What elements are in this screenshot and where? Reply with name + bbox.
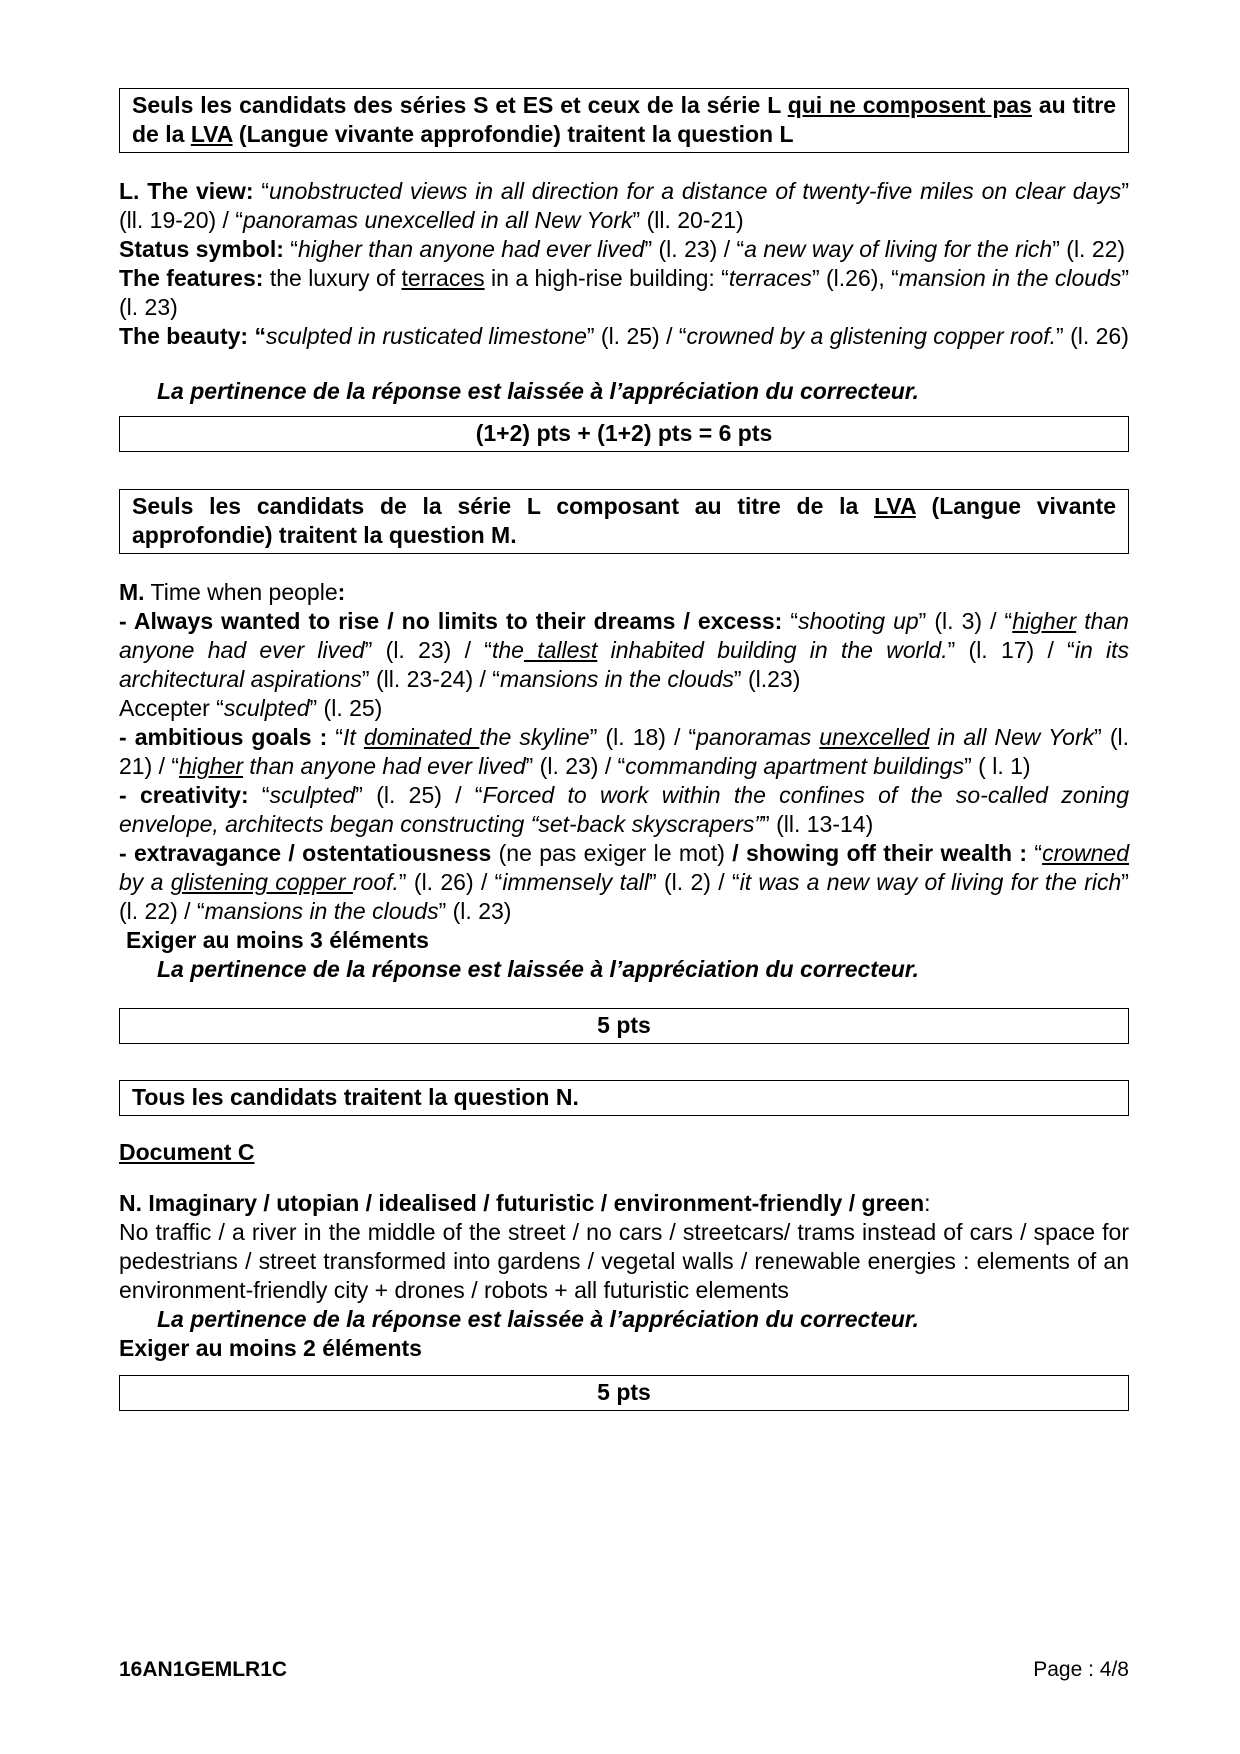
answer-features bbox=[119, 264, 1129, 322]
section-m-answer bbox=[119, 578, 1129, 984]
text: ” (l.23) bbox=[733, 666, 801, 692]
answer-beauty bbox=[119, 322, 1129, 351]
text: : bbox=[337, 579, 346, 605]
text: in a high-rise building: “ bbox=[484, 265, 729, 291]
document-code: 16AN1GEMLR1C bbox=[119, 1658, 288, 1681]
label-wealth: / showing off their wealth : bbox=[732, 840, 1028, 866]
quote: the skyline bbox=[479, 724, 590, 750]
label-creativity: - creativity: bbox=[119, 782, 249, 808]
text: “ bbox=[248, 782, 270, 808]
quote: mansion in the clouds bbox=[898, 265, 1122, 291]
exiger-text: Exiger au moins 2 éléments bbox=[119, 1335, 422, 1361]
text: the luxury of bbox=[263, 265, 402, 291]
section-l-points-box bbox=[119, 416, 1129, 452]
section-m-header-text: Seuls les candidats de la série L composant au titre de la bbox=[132, 493, 875, 519]
text: ” (ll. 19-20) / “ bbox=[119, 178, 1129, 233]
text: l. 23) / “ bbox=[547, 753, 626, 779]
label-rise: - Always wanted to rise / no limits to their dreams / excess: bbox=[119, 608, 783, 634]
answer-view bbox=[119, 177, 1129, 235]
note-text: La pertinence de la réponse est laissée à l’appréciation du correcteur. bbox=[157, 956, 919, 982]
quote: a new way of living for the rich bbox=[744, 236, 1053, 262]
section-m-note bbox=[119, 955, 1129, 984]
answer-m-rise bbox=[119, 607, 1129, 694]
quote: unobstructed views in all direction for a distance of twenty-five miles on clear days bbox=[269, 178, 1122, 204]
quote: in all New York bbox=[929, 724, 1095, 750]
text: ” (ll. 23-24) / “ bbox=[361, 666, 500, 692]
section-m-exiger bbox=[119, 926, 1129, 955]
quote: tallest bbox=[523, 637, 598, 663]
text: : bbox=[924, 1190, 931, 1216]
section-l-header-underline: qui ne composent pas bbox=[787, 92, 1032, 118]
section-m-header-box bbox=[119, 489, 1129, 554]
text: ” (l. 25) / “ bbox=[586, 323, 687, 349]
quote: It bbox=[343, 724, 364, 750]
underlined-text: terraces bbox=[401, 265, 485, 291]
text: Time when people bbox=[144, 579, 338, 605]
quote: panoramas bbox=[696, 724, 820, 750]
exiger-text: Exiger au moins 3 éléments bbox=[126, 927, 429, 953]
quote: the bbox=[491, 637, 524, 663]
quote: mansions in the clouds bbox=[204, 898, 439, 924]
section-n-header-box bbox=[119, 1080, 1129, 1116]
text: ” (l. 22) bbox=[1052, 236, 1126, 262]
answer-n-title bbox=[119, 1189, 1129, 1218]
quote: commanding apartment buildings bbox=[625, 753, 965, 779]
quote: higher than anyone had ever lived bbox=[297, 236, 645, 262]
quote: it was a new way of living for the rich bbox=[739, 869, 1122, 895]
quote: in its architectural aspirations bbox=[119, 637, 1130, 692]
text: ” (l. 23) / “ bbox=[364, 637, 492, 663]
section-n-points-box bbox=[119, 1375, 1129, 1411]
text: ” (l. 26) bbox=[1056, 323, 1129, 349]
text: ” (l. 2) / “ bbox=[648, 869, 740, 895]
quote: unexcelled bbox=[819, 724, 930, 750]
quote: inhabited building in the world. bbox=[597, 637, 948, 663]
answer-m-accepter bbox=[119, 694, 1129, 723]
section-l-note bbox=[119, 377, 1129, 406]
quote: than anyone had ever lived bbox=[243, 753, 526, 779]
text: ” ( bbox=[525, 753, 548, 779]
section-l-header-text: Seuls les candidats des séries S et ES et ceux de la série L bbox=[132, 92, 788, 118]
section-n-answer bbox=[119, 1189, 1129, 1363]
quote: dominated bbox=[363, 724, 480, 750]
label-view: L. The view: bbox=[119, 178, 254, 204]
section-n-header-text: Tous les candidats traitent la question N. bbox=[132, 1084, 579, 1110]
section-l-header-text: au titre de la bbox=[132, 92, 1116, 147]
text: ” (l. 23) bbox=[438, 898, 512, 924]
quote: immensely tall bbox=[502, 869, 649, 895]
document-c-title bbox=[119, 1138, 1129, 1167]
text: ” (ll. 20-21) bbox=[632, 207, 744, 233]
section-n-exiger bbox=[119, 1334, 1129, 1363]
label-extravagance: - extravagance / ostentatiousness bbox=[119, 840, 492, 866]
section-l-header-text: (Langue vivante approfondie) traitent la question L bbox=[232, 121, 794, 147]
text: “ bbox=[327, 724, 343, 750]
label-m: M. bbox=[119, 579, 145, 605]
quote: sculpted bbox=[269, 782, 356, 808]
section-m-header-text: (Langue vivante approfondie) traitent la question M. bbox=[132, 493, 1116, 548]
text: ” (l. 26) / “ bbox=[398, 869, 503, 895]
label-status: Status symbol: bbox=[119, 236, 284, 262]
page-number: Page : 4/8 bbox=[1033, 1658, 1129, 1681]
answer-n-body: No traffic / a river in the middle of the street / no cars / streetcars/ trams instead of cars / space for pedestrians / street transformed into gardens / vegetal walls / renewable energies : elements of an environment-friendly city + drones / robots + all futuristic elements bbox=[119, 1219, 1129, 1303]
text: “ bbox=[782, 608, 799, 634]
quote: roof. bbox=[352, 869, 399, 895]
section-l-points: (1+2) pts + (1+2) pts = 6 pts bbox=[475, 420, 773, 446]
quote: sculpted bbox=[223, 695, 310, 721]
answer-m-extravagance bbox=[119, 839, 1129, 926]
quote: terraces bbox=[728, 265, 812, 291]
quote: than anyone had ever lived bbox=[119, 608, 1129, 663]
text: ” (l. 25) bbox=[309, 695, 383, 721]
label-n: N. Imaginary / utopian / idealised / futuristic / environment-friendly / green bbox=[119, 1190, 925, 1216]
note-text: La pertinence de la réponse est laissée à l’appréciation du correcteur. bbox=[157, 1306, 919, 1332]
quote: mansions in the clouds bbox=[499, 666, 734, 692]
answer-m-ambitious bbox=[119, 723, 1129, 781]
section-l-answer bbox=[119, 177, 1129, 351]
text: ” (ll. 13-14) bbox=[762, 811, 874, 837]
text: ” (l. 18) / “ bbox=[589, 724, 697, 750]
quote: higher bbox=[179, 753, 244, 779]
text: (ne pas exiger le mot) bbox=[491, 840, 733, 866]
text: ” (l. 23) bbox=[119, 265, 1129, 320]
quote: higher bbox=[1012, 608, 1077, 634]
quote: shooting up bbox=[798, 608, 919, 634]
label-features: The features: bbox=[119, 265, 264, 291]
text: ” (l. 21) / “ bbox=[119, 724, 1130, 779]
text: “ bbox=[253, 178, 270, 204]
text: ” (l. 22) / “ bbox=[119, 869, 1129, 924]
answer-m-intro bbox=[119, 578, 1129, 607]
section-m-points-box bbox=[119, 1008, 1129, 1044]
text: ” (l. 17) / “ bbox=[947, 637, 1075, 663]
quote: crowned by a glistening copper roof. bbox=[686, 323, 1057, 349]
quote: glistening copper bbox=[170, 869, 353, 895]
text: Accepter “ bbox=[119, 695, 224, 721]
label-beauty: The beauty: “ bbox=[119, 323, 266, 349]
quote: by a bbox=[119, 869, 171, 895]
section-n-note bbox=[119, 1305, 1129, 1334]
text: ” (l. 23) / “ bbox=[644, 236, 745, 262]
document-c-label: Document C bbox=[119, 1139, 255, 1165]
section-n-points: 5 pts bbox=[597, 1379, 651, 1405]
text: “ bbox=[1027, 840, 1043, 866]
text: ” ( l. 1) bbox=[964, 753, 1031, 779]
section-l-header-lva: LVA bbox=[190, 121, 233, 147]
label-ambitious: - ambitious goals : bbox=[119, 724, 328, 750]
section-m-header-lva: LVA bbox=[874, 493, 916, 519]
section-l-header-box bbox=[119, 88, 1129, 153]
note-text: La pertinence de la réponse est laissée à l’appréciation du correcteur. bbox=[157, 378, 919, 404]
answer-status bbox=[119, 235, 1129, 264]
quote: panoramas unexcelled in all New York bbox=[242, 207, 633, 233]
quote: sculpted in rusticated limestone bbox=[265, 323, 587, 349]
text: ” (l. 3) / “ bbox=[918, 608, 1013, 634]
page-content bbox=[119, 88, 1129, 1411]
answer-m-creativity bbox=[119, 781, 1129, 839]
quote: crowned bbox=[1042, 840, 1129, 866]
text: ” (l.26), “ bbox=[811, 265, 899, 291]
text: ” (l. 25) / “ bbox=[355, 782, 483, 808]
quote: Forced to work within the confines of the so-called zoning envelope, architects began constructing “set-back skyscrapers” bbox=[119, 782, 1129, 837]
text: “ bbox=[283, 236, 298, 262]
section-m-points: 5 pts bbox=[597, 1012, 651, 1038]
